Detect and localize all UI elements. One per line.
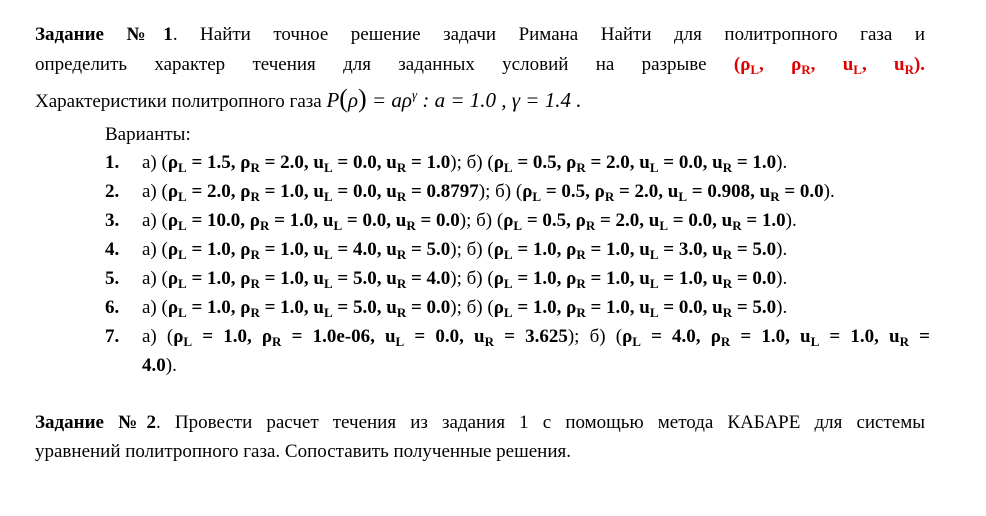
polytropic-formula: $P(\rho) = a\rho^\gamma$ : a = 1.0 , γ = 1.4 . (326, 84, 582, 113)
variant-text: а) ($\rho_L = 10.0$, $\rho_R = 1.0$, $u_L = 0.0$, $u_R = 0.0$); б) ($\rho_L = 0.5$, $\rho_R = 2.0$, $u_L = 0.0$, $u_R = 1.0$). (142, 210, 797, 233)
task1-line1 (35, 20, 925, 50)
task2-line1-text: . Провести расчет течения из задания 1 с помощью метода КАБАРЕ для системы (156, 412, 926, 433)
variant-item (105, 177, 930, 206)
task1-line2 (35, 50, 925, 80)
variant-text: а) ($\rho_L = 1.5$, $\rho_R = 2.0$, $u_L = 0.0$, $u_R = 1.0$); б) ($\rho_L = 0.5$, $\rho_R = 2.0$, $u_L = 0.0$, $u_R = 1.0$). (142, 152, 788, 175)
variant-text: а) ($\rho_L = 1.0$, $\rho_R = 1.0$, $u_L = 4.0$, $u_R = 5.0$); б) ($\rho_L = 1.0$, $\rho_R = 1.0$, $u_L = 3.0$, $u_R = 5.0$). (142, 239, 788, 262)
variant-item (105, 293, 930, 322)
variant-number: 3. (105, 210, 120, 231)
variant-number: 5. (105, 268, 120, 289)
variant-text: а) ($\rho_L = 2.0$, $\rho_R = 1.0$, $u_L = 0.0$, $u_R = 0.8797$); б) ($\rho_L = 0.5$, $\rho_R = 2.0$, $u_L = 0.908$, $u_R = 0.0$). (142, 181, 835, 204)
variant-number: 6. (105, 297, 120, 318)
variant-number: 2. (105, 181, 120, 202)
task2-line2: уравнений политропного газа. Сопоставить полученные решения. (35, 441, 571, 462)
variant-text: а) ($\rho_L = 1.0$, $\rho_R = 1.0e-06$, $u_L = 0.0$, $u_R = 3.625$); б) ($\rho_L = 4.0$, $\rho_R = 1.0$, $u_L = 1.0$, $u_R$ = (142, 326, 930, 349)
task1-line3 (35, 84, 925, 117)
variants-heading: Варианты: (105, 124, 191, 145)
task1-heading: Задание №1 (35, 24, 173, 45)
variant-text-continuation: 4.0). (142, 355, 177, 376)
variant-item (105, 322, 930, 351)
task2-heading: Задание №2 (35, 412, 157, 433)
variant-item (105, 206, 930, 235)
variant-text: а) ($\rho_L = 1.0$, $\rho_R = 1.0$, $u_L = 5.0$, $u_R = 0.0$); б) ($\rho_L = 1.0$, $\rho_R = 1.0$, $u_L = 0.0$, $u_R = 5.0$). (142, 297, 788, 320)
variant-number: 1. (105, 152, 120, 173)
variant-text: а) ($\rho_L = 1.0$, $\rho_R = 1.0$, $u_L = 5.0$, $u_R = 4.0$); б) ($\rho_L = 1.0$, $\rho_R = 1.0$, $u_L = 1.0$, $u_R = 0.0$). (142, 268, 788, 291)
variant-item (105, 235, 930, 264)
variants-list (105, 120, 930, 380)
task1-line2-text: определить характер течения для заданных условий на разрыве (35, 54, 707, 75)
gas-characteristics-label: Характеристики политропного газа (35, 91, 322, 112)
variant-number: 7. (105, 326, 120, 347)
task2-line1 (35, 408, 925, 438)
variant-item (105, 148, 930, 177)
discontinuity-params: ($\rho_L$, $\rho_R$, $u_L$, $u_R$). (733, 54, 926, 77)
variant-number: 4. (105, 239, 120, 260)
variant-item (105, 264, 930, 293)
task1-line1-text: . Найти точное решение задачи Римана Найти для политропного газа и (172, 24, 925, 45)
